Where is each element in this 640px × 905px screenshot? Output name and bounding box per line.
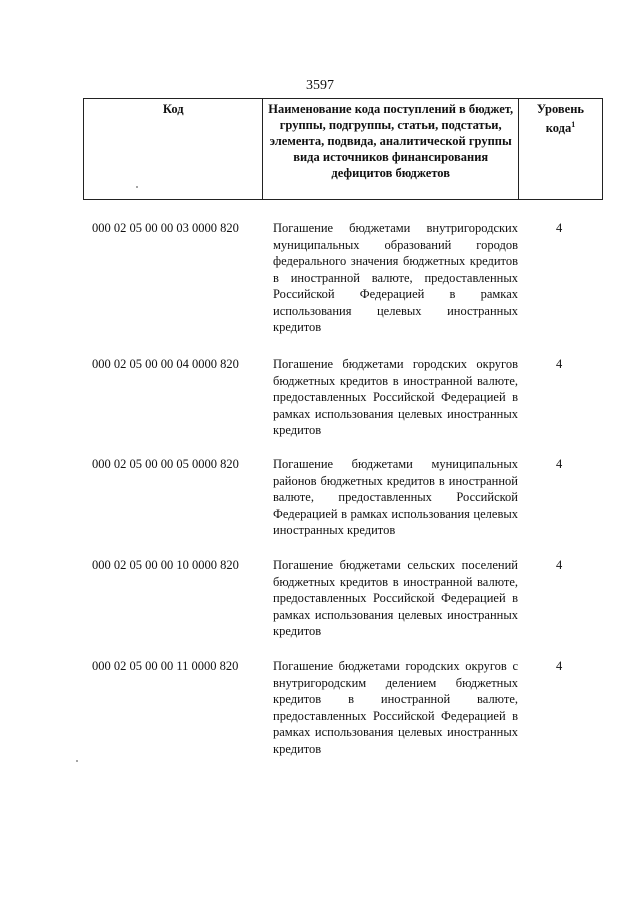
- row-level: 4: [556, 558, 563, 572]
- row-level: 4: [556, 357, 563, 371]
- row-level: 4: [556, 659, 563, 673]
- row-level: 4: [556, 457, 563, 471]
- row-description: Погашение бюджетами сельских поселений бюджетных кредитов в иностранной валюте, предоставленных Российской Федерацией в рамках использования целевых иностранных кредитов: [273, 558, 518, 638]
- page-number: 3597: [306, 78, 334, 93]
- header-code: Код: [84, 99, 263, 200]
- table-header: [83, 98, 603, 200]
- row-description: Погашение бюджетами городских округов с внутригородским делением бюджетных кредитов в иностранной валюте, предоставленных Российской Федерацией в рамках использования целевых иностранных кредитов: [273, 659, 518, 756]
- header-level-cell: [518, 99, 602, 200]
- row-code: 000 02 05 00 00 10 0000 820: [92, 558, 239, 572]
- row-code: 000 02 05 00 00 05 0000 820: [92, 457, 239, 471]
- header-level-footnote: 1: [571, 120, 576, 129]
- row-description: Погашение бюджетами городских округов бюджетных кредитов в иностранной валюте, предоставленных Российской Федерацией в рамках использования целевых иностранных кредитов: [273, 357, 518, 437]
- row-code: 000 02 05 00 00 04 0000 820: [92, 357, 239, 371]
- row-description: Погашение бюджетами муниципальных районов бюджетных кредитов в иностранной валюте, предоставленных Российской Федерацией в рамках использования целевых иностранных кредитов: [273, 457, 518, 537]
- header-level: Уровень кода: [536, 102, 585, 136]
- scan-speck: [136, 186, 138, 188]
- row-description: Погашение бюджетами внутригородских муниципальных образований городов федерального значения бюджетных кредитов в иностранной валюте, предоставленных Российской Федерацией в рамках использования целевых иностранных кредитов: [273, 221, 518, 334]
- header-name: Наименование кода поступлений в бюджет, группы, подгруппы, статьи, подстатьи, элемента, подвида, аналитической группы вида источников финансирования дефицитов бюджетов: [263, 99, 518, 200]
- row-code: 000 02 05 00 00 11 0000 820: [92, 659, 239, 673]
- scan-speck: [76, 760, 78, 762]
- row-code: 000 02 05 00 00 03 0000 820: [92, 221, 239, 235]
- row-level: 4: [556, 221, 563, 235]
